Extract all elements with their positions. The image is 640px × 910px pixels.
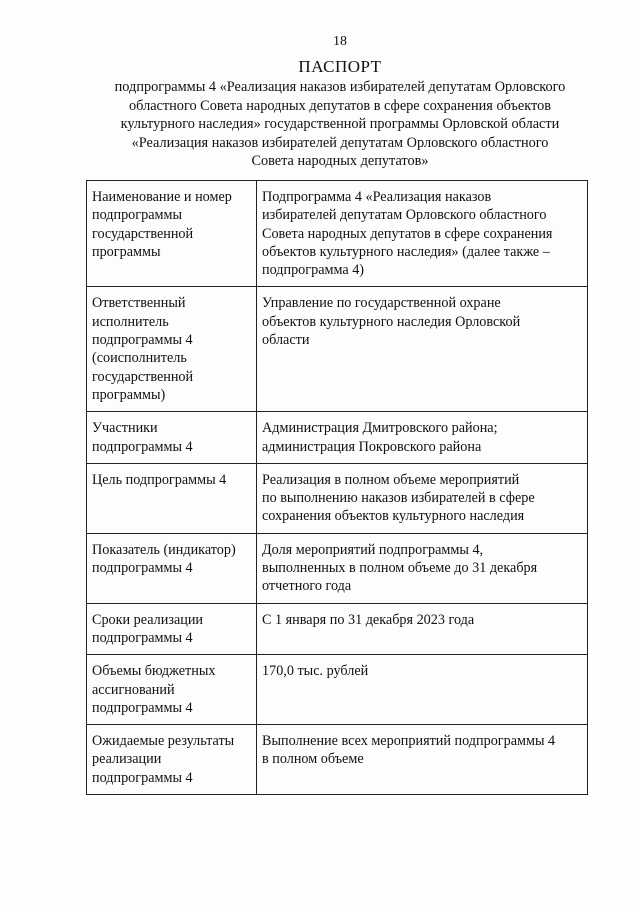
heading-line: «Реализация наказов избирателей депутатам Орловского областного xyxy=(131,134,549,151)
row-value: Реализация в полном объеме мероприятий по выполнению наказов избирателей в сфере сохранения объектов культурного наследия xyxy=(262,471,535,525)
row-value-cell xyxy=(257,725,588,795)
heading-line: Совета народных депутатов» xyxy=(251,153,429,169)
row-label: Сроки реализации подпрограммы 4 xyxy=(92,611,204,646)
row-label: Показатель (индикатор) подпрограммы 4 xyxy=(92,541,236,577)
passport-table xyxy=(86,180,588,795)
row-label-cell xyxy=(87,463,257,533)
row-label: Наименование и номер подпрограммы государственной программы xyxy=(92,189,232,260)
row-label-cell xyxy=(87,655,257,725)
row-label-cell xyxy=(87,181,257,287)
row-value: Выполнение всех мероприятий подпрограммы 4 в полном объеме xyxy=(262,733,556,768)
document-title: ПАСПОРТ xyxy=(298,57,382,76)
subprogram-heading xyxy=(80,78,600,171)
table-row xyxy=(87,533,588,603)
heading-line: культурного наследия» государственной программы Орловской области xyxy=(120,116,560,132)
row-value: С 1 января по 31 декабря 2023 года xyxy=(262,611,475,628)
row-label-cell xyxy=(87,725,257,795)
row-label: Ответственный исполнитель подпрограммы 4 (соисполнитель государственной программы) xyxy=(92,295,194,403)
row-value-cell xyxy=(257,533,588,603)
heading-line: областного Совета народных депутатов в сфере сохранения объектов xyxy=(129,97,551,114)
row-value-cell xyxy=(257,655,588,725)
row-label: Ожидаемые результаты реализации подпрограммы 4 xyxy=(92,733,235,786)
row-label: Цель подпрограммы 4 xyxy=(92,471,227,488)
row-label: Объемы бюджетных ассигнований подпрограммы 4 xyxy=(92,663,216,716)
table-row xyxy=(87,412,588,464)
row-value: Подпрограмма 4 «Реализация наказов избирателей депутатам Орловского областного Совета народных депутатов в сфере сохранения объектов культурного наследия» (далее также – подпрограмма 4) xyxy=(262,189,553,279)
row-label-cell xyxy=(87,533,257,603)
table-row xyxy=(87,181,588,287)
heading-line: подпрограммы 4 «Реализация наказов избирателей депутатам Орловского xyxy=(114,79,566,95)
table-row xyxy=(87,463,588,533)
row-value-cell xyxy=(257,181,588,287)
row-value-cell xyxy=(257,412,588,464)
row-value: Администрация Дмитровского района; администрация Покровского района xyxy=(262,420,498,455)
table-row xyxy=(87,287,588,412)
row-label-cell xyxy=(87,412,257,464)
table-row xyxy=(87,655,588,725)
page-number: 18 xyxy=(333,34,347,49)
row-value: Управление по государственной охране объектов культурного наследия Орловской области xyxy=(262,295,521,349)
table-row xyxy=(87,725,588,795)
row-label: Участники подпрограммы 4 xyxy=(92,420,193,455)
row-label-cell xyxy=(87,603,257,655)
table-row xyxy=(87,603,588,655)
row-value: Доля мероприятий подпрограммы 4, выполненных в полном объеме до 31 декабря отчетного года xyxy=(262,541,538,595)
row-value: 170,0 тыс. рублей xyxy=(262,663,369,680)
row-label-cell xyxy=(87,287,257,412)
row-value-cell xyxy=(257,287,588,412)
row-value-cell xyxy=(257,463,588,533)
row-value-cell xyxy=(257,603,588,655)
